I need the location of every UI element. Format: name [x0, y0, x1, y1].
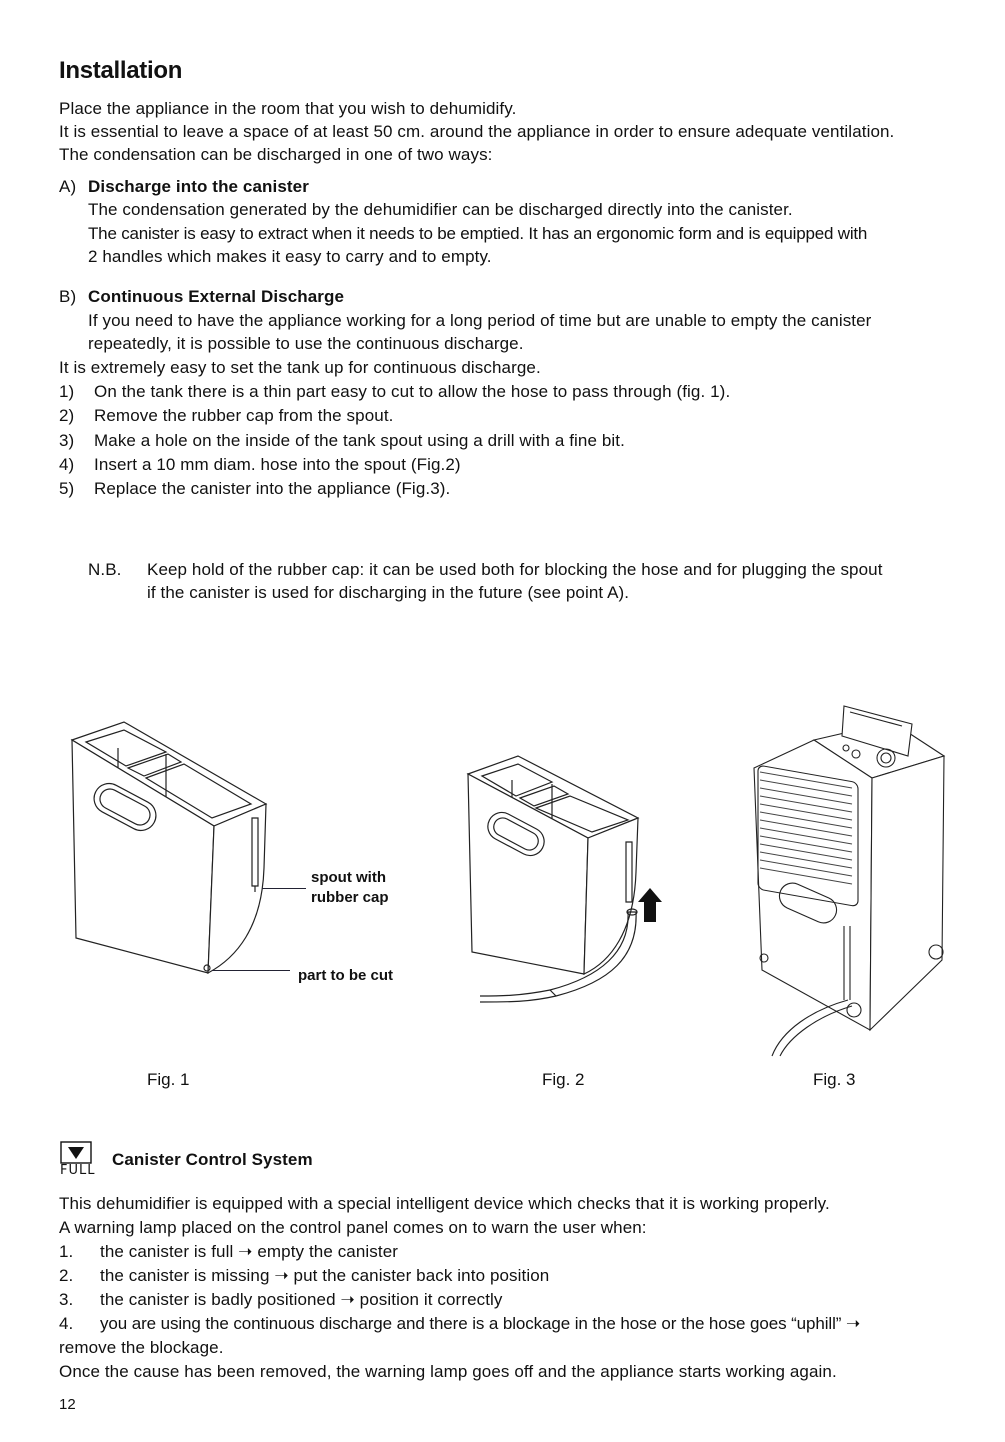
- intro-line-2: It is essential to leave a space of at least 50 cm. around the appliance in order to ensure adequate ventilation.: [59, 122, 895, 141]
- step-number: 4): [59, 455, 75, 474]
- note-marker: N.B.: [88, 560, 122, 579]
- option-b-line-2: repeatedly, it is possible to use the continuous discharge.: [88, 334, 524, 353]
- ccs-item-number: 1.: [59, 1242, 74, 1261]
- ccs-item-text: the canister is full ➝ empty the canister: [100, 1242, 399, 1261]
- full-warning-icon: [60, 1141, 96, 1181]
- note-line-1: Keep hold of the rubber cap: it can be used both for blocking the hose and for plugging the spout: [147, 560, 883, 579]
- figure-3-appliance: [752, 700, 952, 1056]
- step-text: Make a hole on the inside of the tank spout using a drill with a fine bit.: [94, 431, 625, 450]
- step-number: 5): [59, 479, 75, 498]
- option-a-line-2: The canister is easy to extract when it needs to be emptied. It has an ergonomic form and is equipped with: [88, 224, 868, 243]
- ccs-item-text: the canister is missing ➝ put the canister back into position: [100, 1266, 550, 1285]
- step-text: Insert a 10 mm diam. hose into the spout (Fig.2): [94, 455, 461, 474]
- intro-line-3: The condensation can be discharged in one of two ways:: [59, 145, 493, 164]
- callout-line-spout: [262, 888, 306, 889]
- callout-spout-line-1: spout with: [311, 869, 386, 886]
- step-text: On the tank there is a thin part easy to cut to allow the hose to pass through (fig. 1).: [94, 382, 731, 401]
- figure-3-label: Fig. 3: [813, 1070, 856, 1089]
- option-b-heading: Continuous External Discharge: [88, 287, 345, 306]
- option-a-heading: Discharge into the canister: [88, 177, 309, 196]
- ccs-item-text: you are using the continuous discharge and there is a blockage in the hose or the hose goes “uphill” ➝: [100, 1314, 861, 1333]
- note-line-2: if the canister is used for discharging in the future (see point A).: [147, 583, 630, 602]
- ccs-heading: Canister Control System: [112, 1150, 313, 1169]
- step-text: Replace the canister into the appliance (Fig.3).: [94, 479, 451, 498]
- figure-2-canister-hose: [460, 752, 660, 1002]
- step-number: 2): [59, 406, 75, 425]
- option-b-line-1: If you need to have the appliance working for a long period of time but are unable to empty the canister: [88, 311, 872, 330]
- page-number: 12: [59, 1396, 76, 1413]
- intro-line-1: Place the appliance in the room that you wish to dehumidify.: [59, 99, 517, 118]
- ccs-item-number: 2.: [59, 1266, 74, 1285]
- figure-2-label: Fig. 2: [542, 1070, 585, 1089]
- full-icon-label: FULL: [60, 1163, 96, 1178]
- callout-line-cut: [212, 970, 290, 971]
- figure-1-canister: [66, 718, 276, 980]
- ccs-outro: Once the cause has been removed, the warning lamp goes off and the appliance starts working again.: [59, 1362, 837, 1381]
- ccs-item-4-continuation: remove the blockage.: [59, 1338, 224, 1357]
- option-a-marker: A): [59, 177, 77, 196]
- page-title: Installation: [59, 57, 183, 84]
- ccs-item-number: 4.: [59, 1314, 74, 1333]
- step-number: 1): [59, 382, 75, 401]
- figure-1-label: Fig. 1: [147, 1070, 190, 1089]
- callout-cut: part to be cut: [298, 967, 394, 984]
- ccs-intro-2: A warning lamp placed on the control panel comes on to warn the user when:: [59, 1218, 647, 1237]
- setup-intro: It is extremely easy to set the tank up for continuous discharge.: [59, 358, 541, 377]
- option-b-marker: B): [59, 287, 77, 306]
- callout-spout-line-2: rubber cap: [311, 889, 389, 906]
- step-text: Remove the rubber cap from the spout.: [94, 406, 394, 425]
- option-a-line-1: The condensation generated by the dehumidifier can be discharged directly into the canister.: [88, 200, 793, 219]
- ccs-item-text: the canister is badly positioned ➝ position it correctly: [100, 1290, 503, 1309]
- option-a-line-3: 2 handles which makes it easy to carry and to empty.: [88, 247, 492, 266]
- step-number: 3): [59, 431, 75, 450]
- ccs-intro-1: This dehumidifier is equipped with a special intelligent device which checks that it is working properly.: [59, 1194, 830, 1213]
- ccs-item-number: 3.: [59, 1290, 74, 1309]
